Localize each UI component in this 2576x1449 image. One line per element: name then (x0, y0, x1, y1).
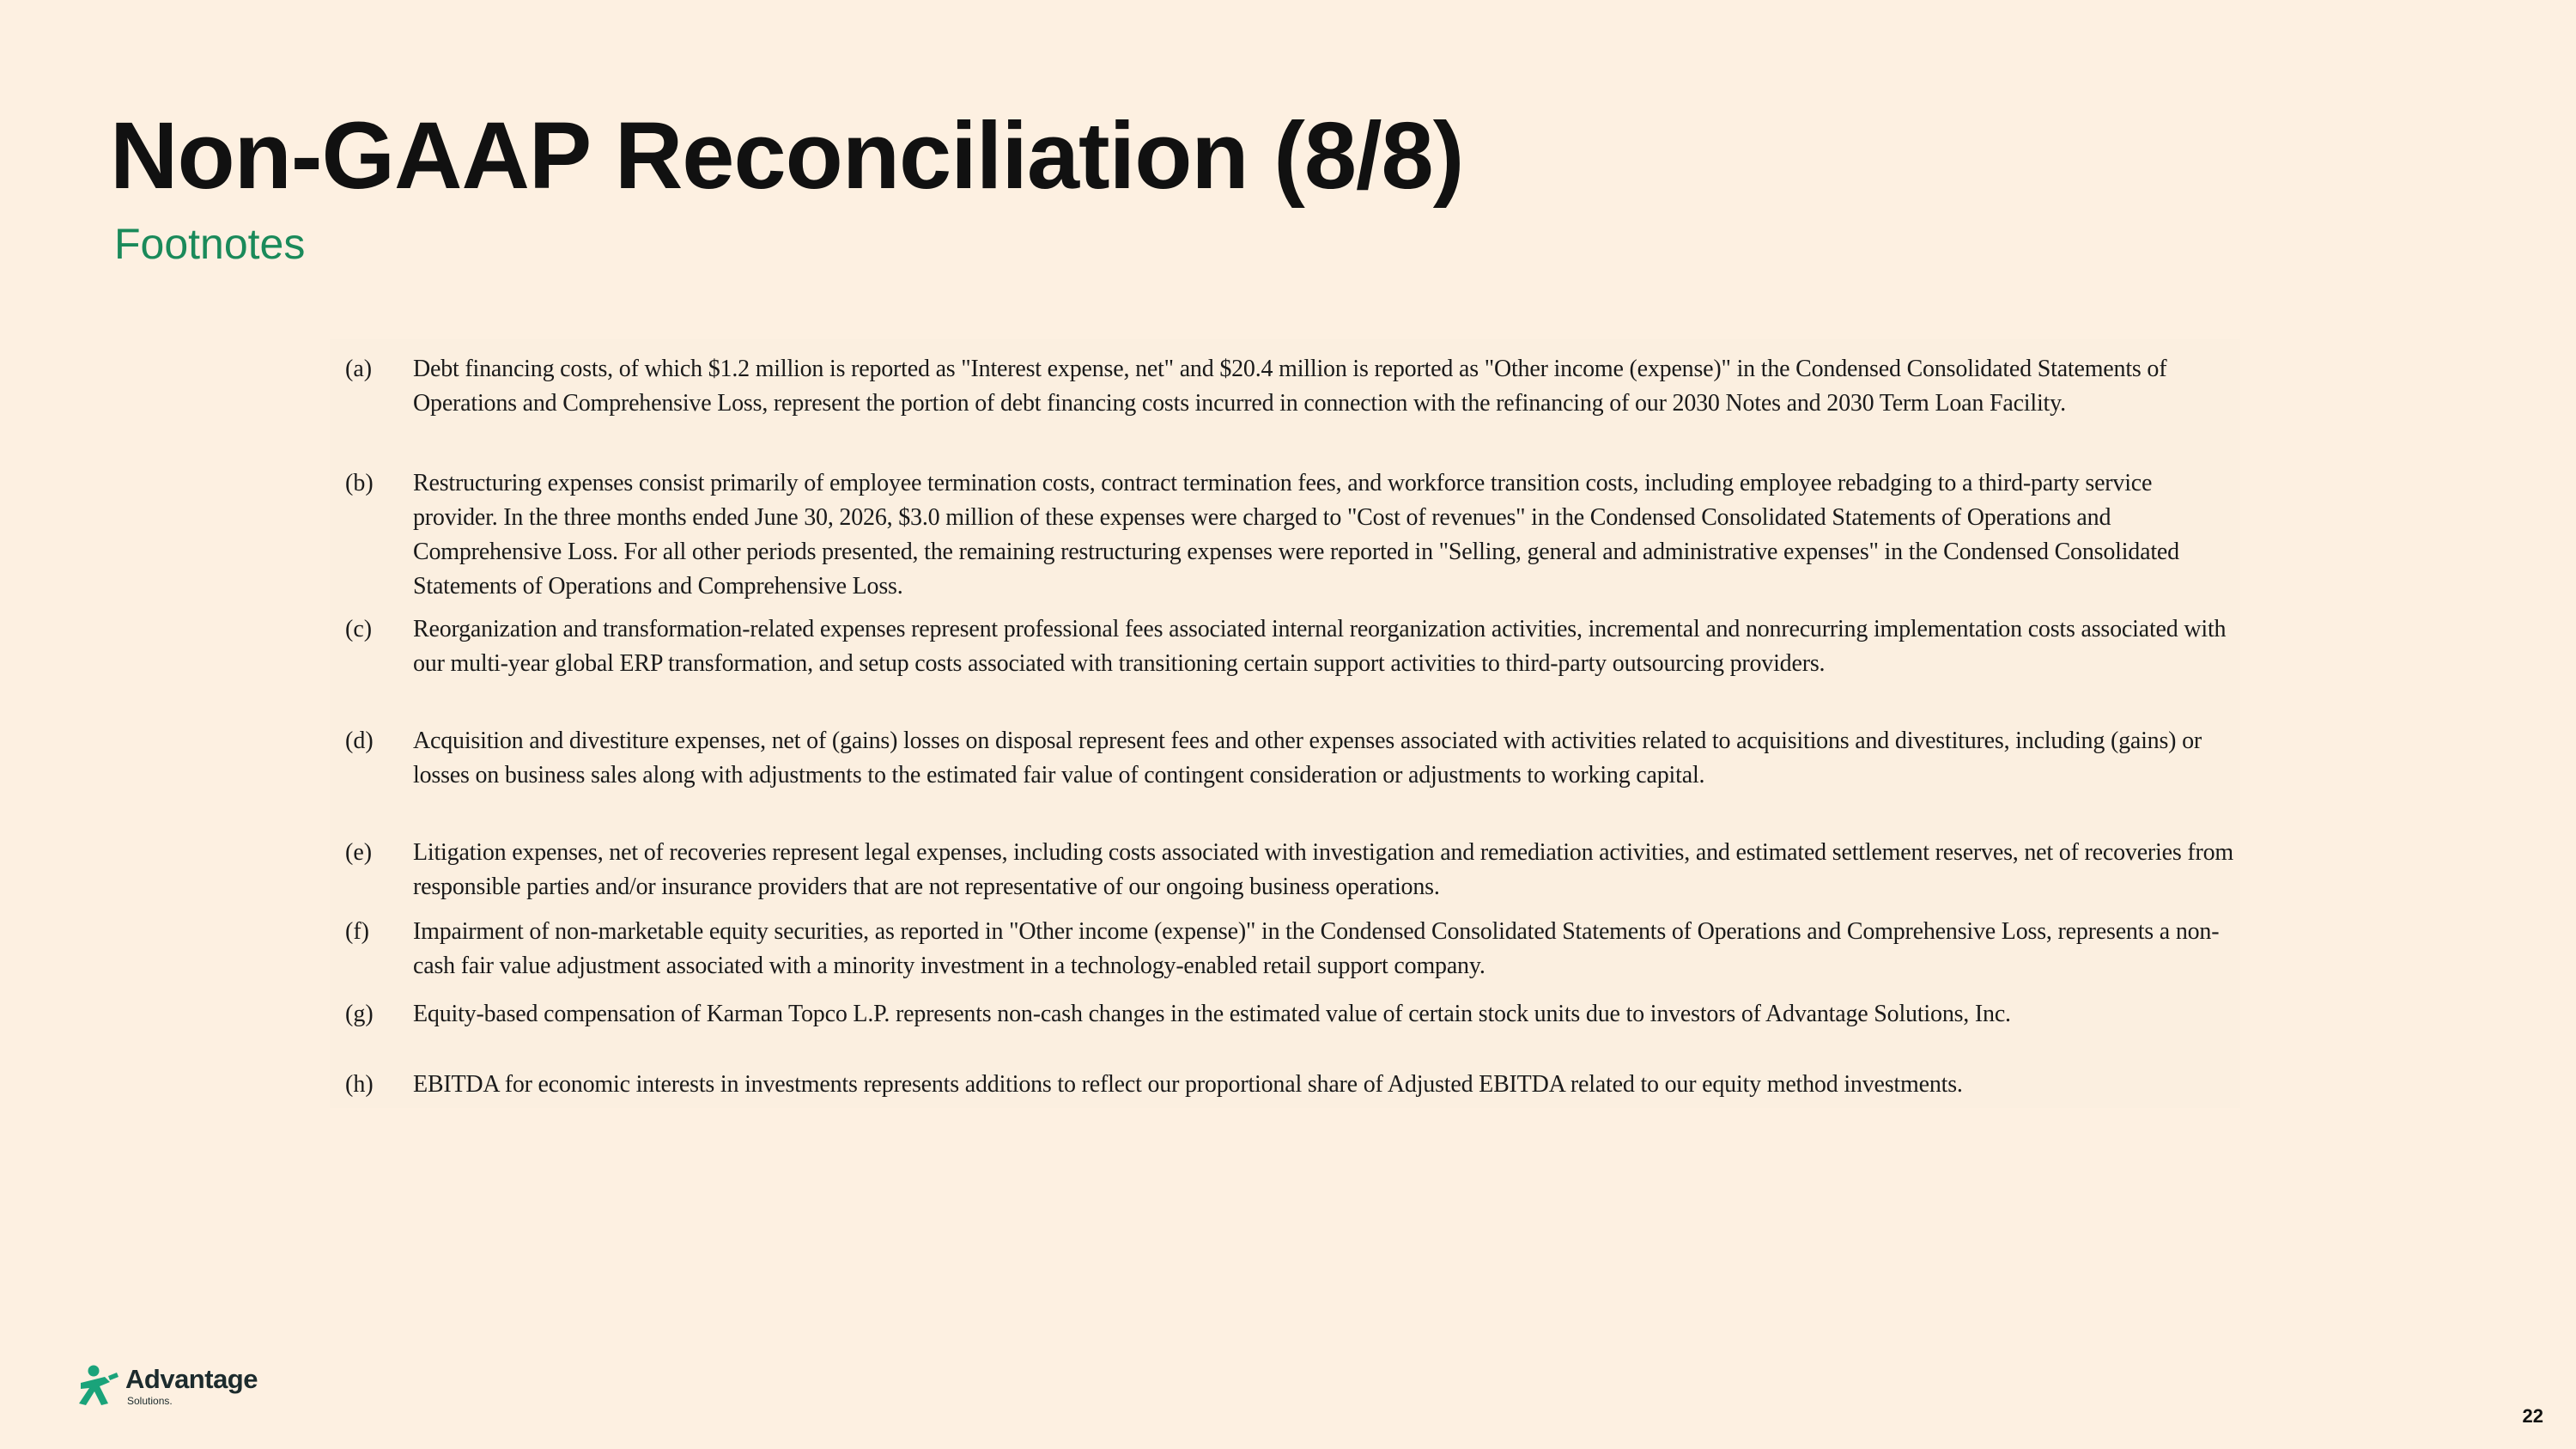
footnote-text: Restructuring expenses consist primarily of employee termination costs, contract termination fees, and workforce transition costs, including employee rebadging to a third-party service provider. In the three months ended June 30, 2026, $3.0 million of these expenses were charged to "Cost of revenues" in the Condensed Consolidated Statements of Operations and Comprehensive Loss. For all other periods presented, the remaining restructuring expenses were reported in "Selling, general and administrative expenses" in the Condensed Consolidated Statements of Operations and Comprehensive Loss. (413, 470, 2179, 600)
footnote-letter: (f) (345, 918, 369, 945)
logo-subname: Solutions. (127, 1395, 173, 1407)
footnote-letter: (h) (345, 1071, 374, 1098)
footnote-text: Debt financing costs, of which $1.2 million is reported as "Interest expense, net" and $20.4 million is reported as "Other income (expense)" in the Condensed Consolidated Statements of Operations and Comprehensive Loss, represent the portion of debt financing costs incurred in connection with the refinancing of our 2030 Notes and 2030 Term Loan Facility. (413, 356, 2167, 417)
footnote-text: Impairment of non-marketable equity securities, as reported in "Other income (expense)" in the Condensed Consolidated Statements of Operations and Comprehensive Loss, represents a non-cash fair value adjustment associated with a minority investment in a technology-enabled retail support company. (413, 918, 2220, 979)
company-logo (76, 1364, 282, 1416)
footnote-text: EBITDA for economic interests in investments represents additions to reflect our proportional share of Adjusted EBITDA related to our equity method investments. (413, 1071, 1963, 1098)
page-title: Non-GAAP Reconciliation (8/8) (110, 103, 1464, 209)
footnote-letter: (d) (345, 728, 374, 754)
footnote-letter: (b) (345, 470, 374, 496)
advantage-figure-icon (76, 1364, 120, 1409)
footnote-letter: (a) (345, 356, 373, 382)
footnote-text: Litigation expenses, net of recoveries represent legal expenses, including costs associated with investigation and remediation activities, and estimated settlement reserves, net of recoveries from responsible parties and/or insurance providers that are not representative of our ongoing business operations. (413, 839, 2233, 900)
page-subtitle: Footnotes (114, 220, 306, 268)
footnotes-panel (330, 339, 2240, 1108)
footnote-text: Equity-based compensation of Karman Topco L.P. represents non-cash changes in the estimated value of certain stock units due to investors of Advantage Solutions, Inc. (413, 1001, 2011, 1027)
footnote-letter: (g) (345, 1001, 374, 1027)
page-number: 22 (2522, 1405, 2543, 1427)
footnote-letter: (e) (345, 839, 373, 866)
footnote-text: Acquisition and divestiture expenses, net of (gains) losses on disposal represent fees and other expenses associated with activities related to acquisitions and divestitures, including (gains) or losses on business sales along with adjustments to the estimated fair value of contingent consideration or adjustments to working capital. (413, 728, 2202, 788)
logo-name: Advantage (125, 1364, 258, 1394)
footnote-text: Reorganization and transformation-related expenses represent professional fees associated internal reorganization activities, incremental and nonrecurring implementation costs associated with our multi-year global ERP transformation, and setup costs associated with transitioning certain support activities to third-party outsourcing providers. (413, 616, 2227, 677)
footnote-letter: (c) (345, 616, 373, 642)
